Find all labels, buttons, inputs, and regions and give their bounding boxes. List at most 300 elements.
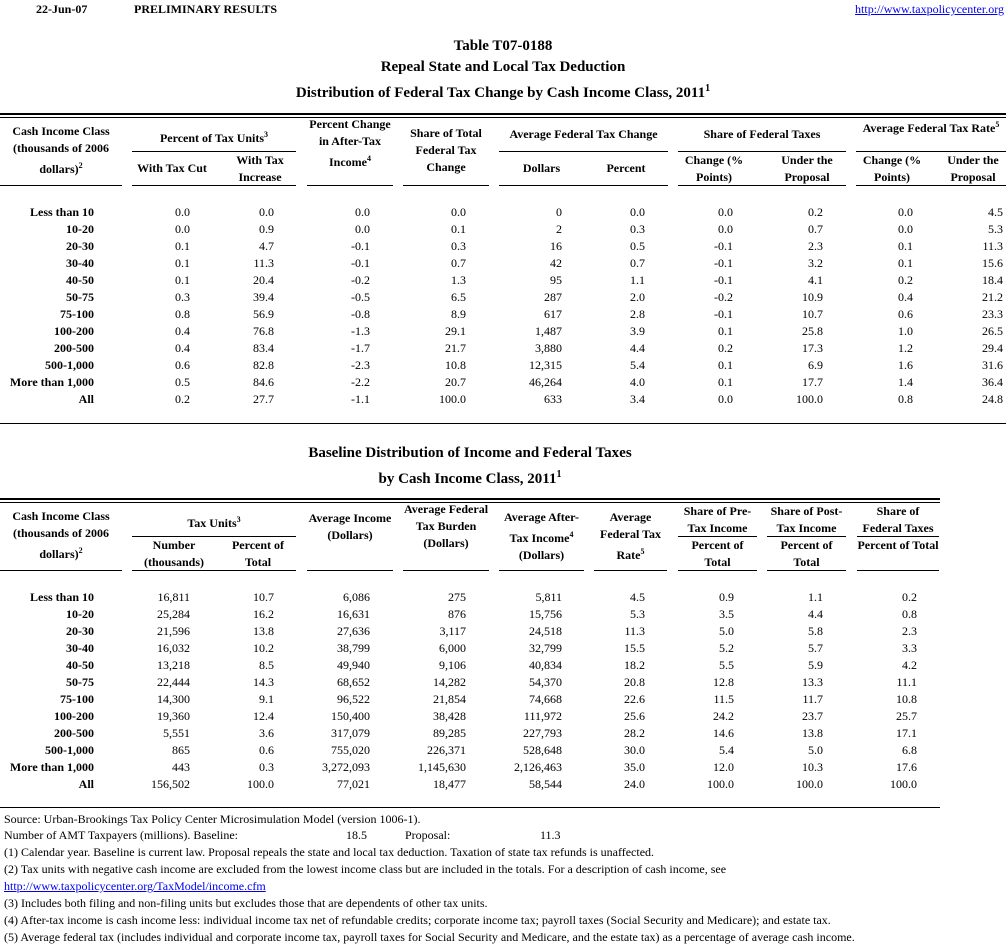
table-cell: 0.1 [898,256,913,270]
t1-header-avg-fed-tax-change: Average Federal Tax Change [509,127,658,141]
table-cell: 35.0 [624,760,645,774]
table-cell: -2.3 [351,358,370,372]
t1-header-rate-change: Change (% Points) [862,153,922,184]
table-cell: 83.4 [253,341,274,355]
table-cell: 56.9 [253,307,274,321]
table-cell: 0.1 [451,222,466,236]
table-row [0,725,1006,741]
cash-income-link[interactable]: http://www.taxpolicycenter.org/TaxModel/income.cfm [4,879,266,893]
table-cell: 20.4 [253,273,274,287]
table-cell: 100.0 [439,392,466,406]
income-class-label: 40-50 [66,273,94,287]
table2-subtitle: by Cash Income Class, 2011$^1$ [378,469,562,487]
table-cell: 0.0 [451,205,466,219]
table-cell: 5.4 [630,358,645,372]
table-cell: 0.0 [898,222,913,236]
table-cell: 0.0 [898,205,913,219]
table-row [0,742,1006,758]
income-class-label: More than 1,000 [9,760,94,774]
table-cell: 15.6 [982,256,1003,270]
table-cell: 11.3 [982,239,1003,253]
table-cell: 1,145,630 [418,760,466,774]
t1-rule [307,185,393,186]
table-cell: 0.1 [175,239,190,253]
table-cell: -0.1 [351,256,370,270]
table-cell: 18.4 [982,273,1003,287]
table-cell: 24.0 [624,777,645,791]
table-cell: 275 [448,590,466,604]
t1-header-dollars: Dollars [522,161,561,175]
table-cell: 9,106 [439,658,466,672]
table-cell: 25.6 [624,709,645,723]
t2-header-income-class: Cash Income Class (thousands of 2006 dollars)$^2$ [12,509,110,561]
t2-header-pct-total-b: Percent of Total [780,538,833,569]
table-cell: 1.6 [898,358,913,372]
table-cell: 21,596 [157,624,190,638]
table-cell: 5.9 [808,658,823,672]
income-class-label: 20-30 [66,624,94,638]
table-cell: 4.0 [630,375,645,389]
table-cell: 5.3 [988,222,1003,236]
amt-proposal-value: 11.3 [540,828,561,842]
table-cell: 100.0 [796,777,823,791]
table-cell: 865 [172,743,190,757]
table-cell: 226,371 [427,743,466,757]
table1-subtitle: Repeal State and Local Tax Deduction [380,59,626,75]
table-cell: 3.6 [259,726,274,740]
report-date: 22-Jun-07 [36,2,88,16]
table-cell: 0.6 [898,307,913,321]
table-cell: 755,020 [331,743,370,757]
table-cell: 30.0 [624,743,645,757]
table-cell: 1.2 [898,341,913,355]
table-cell: 5.0 [808,743,823,757]
table-cell: 11.5 [713,692,734,706]
t1-header-pct-change-after-tax: Percent Change in After-Tax Income$^4$ [309,117,391,169]
table-cell: 49,940 [337,658,370,672]
table-cell: 11.3 [253,256,274,270]
table-cell: 13.3 [802,675,823,689]
table-cell: 5.2 [719,641,734,655]
table-cell: 5.5 [719,658,734,672]
table-cell: 0.1 [718,358,733,372]
table-cell: 0.1 [898,239,913,253]
table-cell: 5.7 [808,641,823,655]
preliminary-label: PRELIMINARY RESULTS [134,2,278,16]
table-cell: 3,880 [535,341,562,355]
income-class-label: 75-100 [60,307,94,321]
table-cell: 150,400 [331,709,370,723]
table-cell: 40,834 [529,658,562,672]
table-row [0,221,1006,237]
table-cell: 6.9 [808,358,823,372]
income-class-label: 200-500 [54,726,94,740]
table-cell: 0.1 [718,324,733,338]
table-cell: 0.1 [718,375,733,389]
income-class-label: 500-1,000 [45,358,94,372]
table-cell: 0.3 [630,222,645,236]
table-cell: 0.4 [175,341,190,355]
table-cell: 77,021 [337,777,370,791]
table-cell: 5,811 [535,590,562,604]
table-row [0,708,1006,724]
table-cell: 0.2 [898,273,913,287]
table-cell: 0.6 [259,743,274,757]
income-class-label: 100-200 [54,709,94,723]
table-cell: 4.7 [259,239,274,253]
table-cell: 21.7 [445,341,466,355]
table-cell: 2,126,463 [514,760,562,774]
table-row [0,674,1006,690]
t1-rule [499,185,668,186]
table-cell: 32,799 [529,641,562,655]
table-cell: 12.0 [713,760,734,774]
table-cell: 22,444 [157,675,190,689]
table-cell: 0.8 [902,607,917,621]
table-cell: -0.2 [714,290,733,304]
t2-header-pct-total: Percent of Total [231,538,285,569]
table-cell: 0.9 [719,590,734,604]
table-cell: 6,086 [343,590,370,604]
income-class-label: 30-40 [66,641,94,655]
table-row [0,255,1006,271]
table-cell: 89,285 [433,726,466,740]
table-cell: 54,370 [529,675,562,689]
table-cell: 0.0 [718,392,733,406]
table-cell: 16.2 [253,607,274,621]
table-cell: -0.1 [351,239,370,253]
t2-header-avg-after-tax: Average After-Tax Income$^4$ (Dollars) [504,510,579,562]
t1-header-pct-tax-units: Percent of Tax Units$^3$ [159,130,269,145]
table-cell: 24,518 [529,624,562,638]
table-cell: 0.0 [259,205,274,219]
income-class-label: 50-75 [66,290,94,304]
t2-header-share-fed-taxes: Share of Federal Taxes [862,504,934,535]
table-cell: -2.2 [351,375,370,389]
table-row [0,238,1006,254]
table-cell: 16,631 [337,607,370,621]
table-cell: 21.2 [982,290,1003,304]
table-cell: 46,264 [529,375,562,389]
table-cell: 100.0 [247,777,274,791]
table-cell: -0.1 [714,239,733,253]
table-cell: 10.7 [253,590,274,604]
table-cell: 5.4 [719,743,734,757]
table-cell: 0 [556,205,562,219]
source-note: Source: Urban-Brookings Tax Policy Center Microsimulation Model (version 1006-1). [4,812,421,826]
table-cell: 28.2 [624,726,645,740]
table-cell: 18,477 [433,777,466,791]
table-cell: 16,811 [157,590,190,604]
table-cell: 42 [550,256,562,270]
table-cell: 8.5 [259,658,274,672]
table-cell: 100.0 [707,777,734,791]
table-cell: 0.2 [808,205,823,219]
table-cell: 4.4 [808,607,823,621]
table-cell: 14.6 [713,726,734,740]
income-class-label: All [78,392,94,406]
table-cell: 0.0 [630,205,645,219]
table-cell: 1,487 [535,324,562,338]
t1-header-share-fed-taxes: Share of Federal Taxes [703,127,821,141]
table-cell: 58,544 [529,777,562,791]
table-cell: 14.3 [253,675,274,689]
table-cell: 3.3 [902,641,917,655]
table-cell: 0.2 [902,590,917,604]
t1-header-share-total-change: Share of Total Federal Tax Change [410,126,482,174]
table-cell: 6,000 [439,641,466,655]
table-cell: 0.1 [175,256,190,270]
table-cell: 5.3 [630,607,645,621]
table-cell: 0.2 [175,392,190,406]
table-cell: 0.6 [175,358,190,372]
table-cell: -0.1 [714,307,733,321]
table-cell: 443 [172,760,190,774]
table-cell: 156,502 [151,777,190,791]
table-cell: 5.0 [719,624,734,638]
footnote-1: (1) Calendar year. Baseline is current law. Proposal repeals the state and local tax deduction. Taxation of state tax refunds is unaffected. [4,845,655,859]
table-cell: 17.1 [896,726,917,740]
t1-rule [856,185,1006,186]
table-cell: 5,551 [163,726,190,740]
table-cell: 68,652 [337,675,370,689]
table-cell: 21,854 [433,692,466,706]
t1-rule [0,185,122,186]
table-row [0,289,1006,305]
t2-rule [678,570,757,571]
table-cell: 12.8 [713,675,734,689]
income-class-label: Less than 10 [29,590,94,604]
table-cell: 20.8 [624,675,645,689]
table-cell: 2.3 [902,624,917,638]
table-cell: 26.5 [982,324,1003,338]
table-cell: 0.2 [718,341,733,355]
table-cell: 25.8 [802,324,823,338]
table-cell: 17.7 [802,375,823,389]
income-class-label: Less than 10 [29,205,94,219]
table-cell: 27,636 [337,624,370,638]
table-row [0,759,1006,775]
table-cell: 4.5 [988,205,1003,219]
table-cell: 2 [556,222,562,236]
t1-header-income-class: Cash Income Class (thousands of 2006 dollars)$^2$ [12,124,110,176]
table-cell: 1.3 [451,273,466,287]
t2-rule [857,570,939,571]
income-class-label: 75-100 [60,692,94,706]
t1-rule [499,151,668,152]
table-cell: -0.2 [351,273,370,287]
t2-header-number: Number (thousands) [143,538,205,569]
table-cell: 23.3 [982,307,1003,321]
t1-header-change-pct-points: Change (% Points) [684,153,744,184]
table-cell: 29.4 [982,341,1003,355]
table1-title: Distribution of Federal Tax Change by Cash Income Class, 2011$^1$ [295,83,711,101]
table-cell: 10.8 [896,692,917,706]
t1-header-under-proposal: Under the Proposal [781,153,833,184]
income-class-label: 10-20 [66,222,94,236]
table-cell: 12.4 [253,709,274,723]
table2-bottom-rule [0,807,940,808]
amt-label: Number of AMT Taxpayers (millions). Baseline: [4,828,239,842]
income-class-label: 50-75 [66,675,94,689]
table-row [0,640,1006,656]
table-cell: 29.1 [445,324,466,338]
table-cell: 0.3 [259,760,274,774]
table-cell: 6.5 [451,290,466,304]
table-cell: 4.4 [630,341,645,355]
table-cell: 5.8 [808,624,823,638]
table-cell: 38,799 [337,641,370,655]
table-cell: 1.1 [808,590,823,604]
table-cell: 25.7 [896,709,917,723]
taxpolicycenter-link[interactable]: http://www.taxpolicycenter.org [855,2,1004,16]
footnote-3: (3) Includes both filing and non-filing units but excludes those that are dependents of other tax units. [4,896,488,910]
table-cell: 39.4 [253,290,274,304]
table-cell: 4.2 [902,658,917,672]
table-cell: 13,218 [157,658,190,672]
income-class-label: 200-500 [54,341,94,355]
table-cell: 617 [544,307,562,321]
table-row [0,204,1006,220]
table1-bottom-rule [0,423,1006,424]
table-cell: 36.4 [982,375,1003,389]
table-cell: 0.9 [259,222,274,236]
t2-rule [767,570,846,571]
table-cell: 3.4 [630,392,645,406]
table-row [0,606,1006,622]
table-cell: 10.7 [802,307,823,321]
table-cell: 76.8 [253,324,274,338]
table-cell: 10.3 [802,760,823,774]
table-cell: 14,282 [433,675,466,689]
table-cell: 0.4 [175,324,190,338]
table-cell: 0.0 [175,222,190,236]
table2-title: Baseline Distribution of Income and Federal Taxes [308,445,632,461]
table-cell: 20.7 [445,375,466,389]
table-cell: 10.2 [253,641,274,655]
table-cell: 1.4 [898,375,913,389]
table-cell: 27.7 [253,392,274,406]
table-cell: -0.1 [714,256,733,270]
table-cell: 25,284 [157,607,190,621]
t1-header-with-tax-increase: With Tax Increase [236,153,284,184]
t2-rule [0,570,122,571]
table-cell: 18.2 [624,658,645,672]
t2-rule [403,570,489,571]
t2-rule [594,570,667,571]
table-cell: 13.8 [253,624,274,638]
table-row [0,391,1006,407]
table-cell: 0.4 [898,290,913,304]
table-cell: 0.3 [175,290,190,304]
table-cell: -0.8 [351,307,370,321]
table-cell: 11.3 [624,624,645,638]
table-cell: 74,668 [529,692,562,706]
t2-header-share-pre-tax: Share of Pre-Tax Income [683,504,752,535]
table-cell: 15,756 [529,607,562,621]
table-cell: 0.8 [898,392,913,406]
table-cell: 3.2 [808,256,823,270]
t1-header-avg-fed-tax-rate: Average Federal Tax Rate$^5$ [862,120,1000,135]
footnote-5: (5) Average federal tax (includes individual and corporate income tax, payroll taxes for Social Security and Medicare, and the estate tax) as a percentage of average cash income. [4,930,855,944]
amt-baseline-value: 18.5 [346,828,367,842]
table-row [0,691,1006,707]
table-cell: 19,360 [157,709,190,723]
income-class-label: More than 1,000 [9,375,94,389]
footnote-2: (2) Tax units with negative cash income are excluded from the lowest income class but are included in the totals. For a description of cash income, see [4,862,727,876]
table-cell: 4.1 [808,273,823,287]
table-cell: 6.8 [902,743,917,757]
table-row [0,340,1006,356]
t1-header-rate-under-proposal: Under the Proposal [947,153,999,184]
table-cell: 2.3 [808,239,823,253]
t2-header-share-post-tax: Share of Post-Tax Income [770,504,843,535]
table-cell: 0.5 [175,375,190,389]
table-cell: 2.8 [630,307,645,321]
table1-number: Table T07-0188 [453,38,553,54]
table-cell: 100.0 [796,392,823,406]
table-cell: 11.1 [896,675,917,689]
table-cell: 8.9 [451,307,466,321]
table-cell: -0.5 [351,290,370,304]
income-class-label: All [78,777,94,791]
table-row [0,323,1006,339]
t2-rule [499,570,584,571]
income-class-label: 500-1,000 [45,743,94,757]
table-cell: 0.7 [630,256,645,270]
table-row [0,357,1006,373]
table-cell: 1.0 [898,324,913,338]
table-cell: 17.3 [802,341,823,355]
table-cell: 111,972 [523,709,562,723]
table-cell: 0.0 [355,205,370,219]
table-cell: 876 [448,607,466,621]
table-cell: 17.6 [896,760,917,774]
income-class-label: 40-50 [66,658,94,672]
table-cell: 0.3 [451,239,466,253]
table-cell: 9.1 [259,692,274,706]
table-cell: 22.6 [624,692,645,706]
table-cell: 0.7 [808,222,823,236]
table-cell: -1.7 [351,341,370,355]
table-cell: 16,032 [157,641,190,655]
table-row [0,623,1006,639]
table-cell: 528,648 [523,743,562,757]
table-row [0,374,1006,390]
table-cell: 3.9 [630,324,645,338]
table-cell: 4.5 [630,590,645,604]
income-class-label: 30-40 [66,256,94,270]
table-cell: 13.8 [802,726,823,740]
t2-header-pct-total-a: Percent of Total [691,538,744,569]
table-cell: 38,428 [433,709,466,723]
table-cell: 0.0 [718,222,733,236]
table-cell: 15.5 [624,641,645,655]
table-cell: -0.1 [714,273,733,287]
footnote-4: (4) After-tax income is cash income less: individual income tax net of refundable credits; corporate income tax; payroll taxes (Social Security and Medicare); and estate tax. [4,913,831,927]
table-cell: 227,793 [523,726,562,740]
amt-proposal-label: Proposal: [405,828,451,842]
table-cell: 10.9 [802,290,823,304]
t2-rule [132,570,296,571]
table-row [0,589,1006,605]
t1-header-percent: Percent [606,161,646,175]
table-cell: 11.7 [802,692,823,706]
t1-header-with-tax-cut: With Tax Cut [137,161,207,175]
table-cell: 0.5 [630,239,645,253]
t2-rule [307,570,393,571]
table-cell: 3,272,093 [322,760,370,774]
